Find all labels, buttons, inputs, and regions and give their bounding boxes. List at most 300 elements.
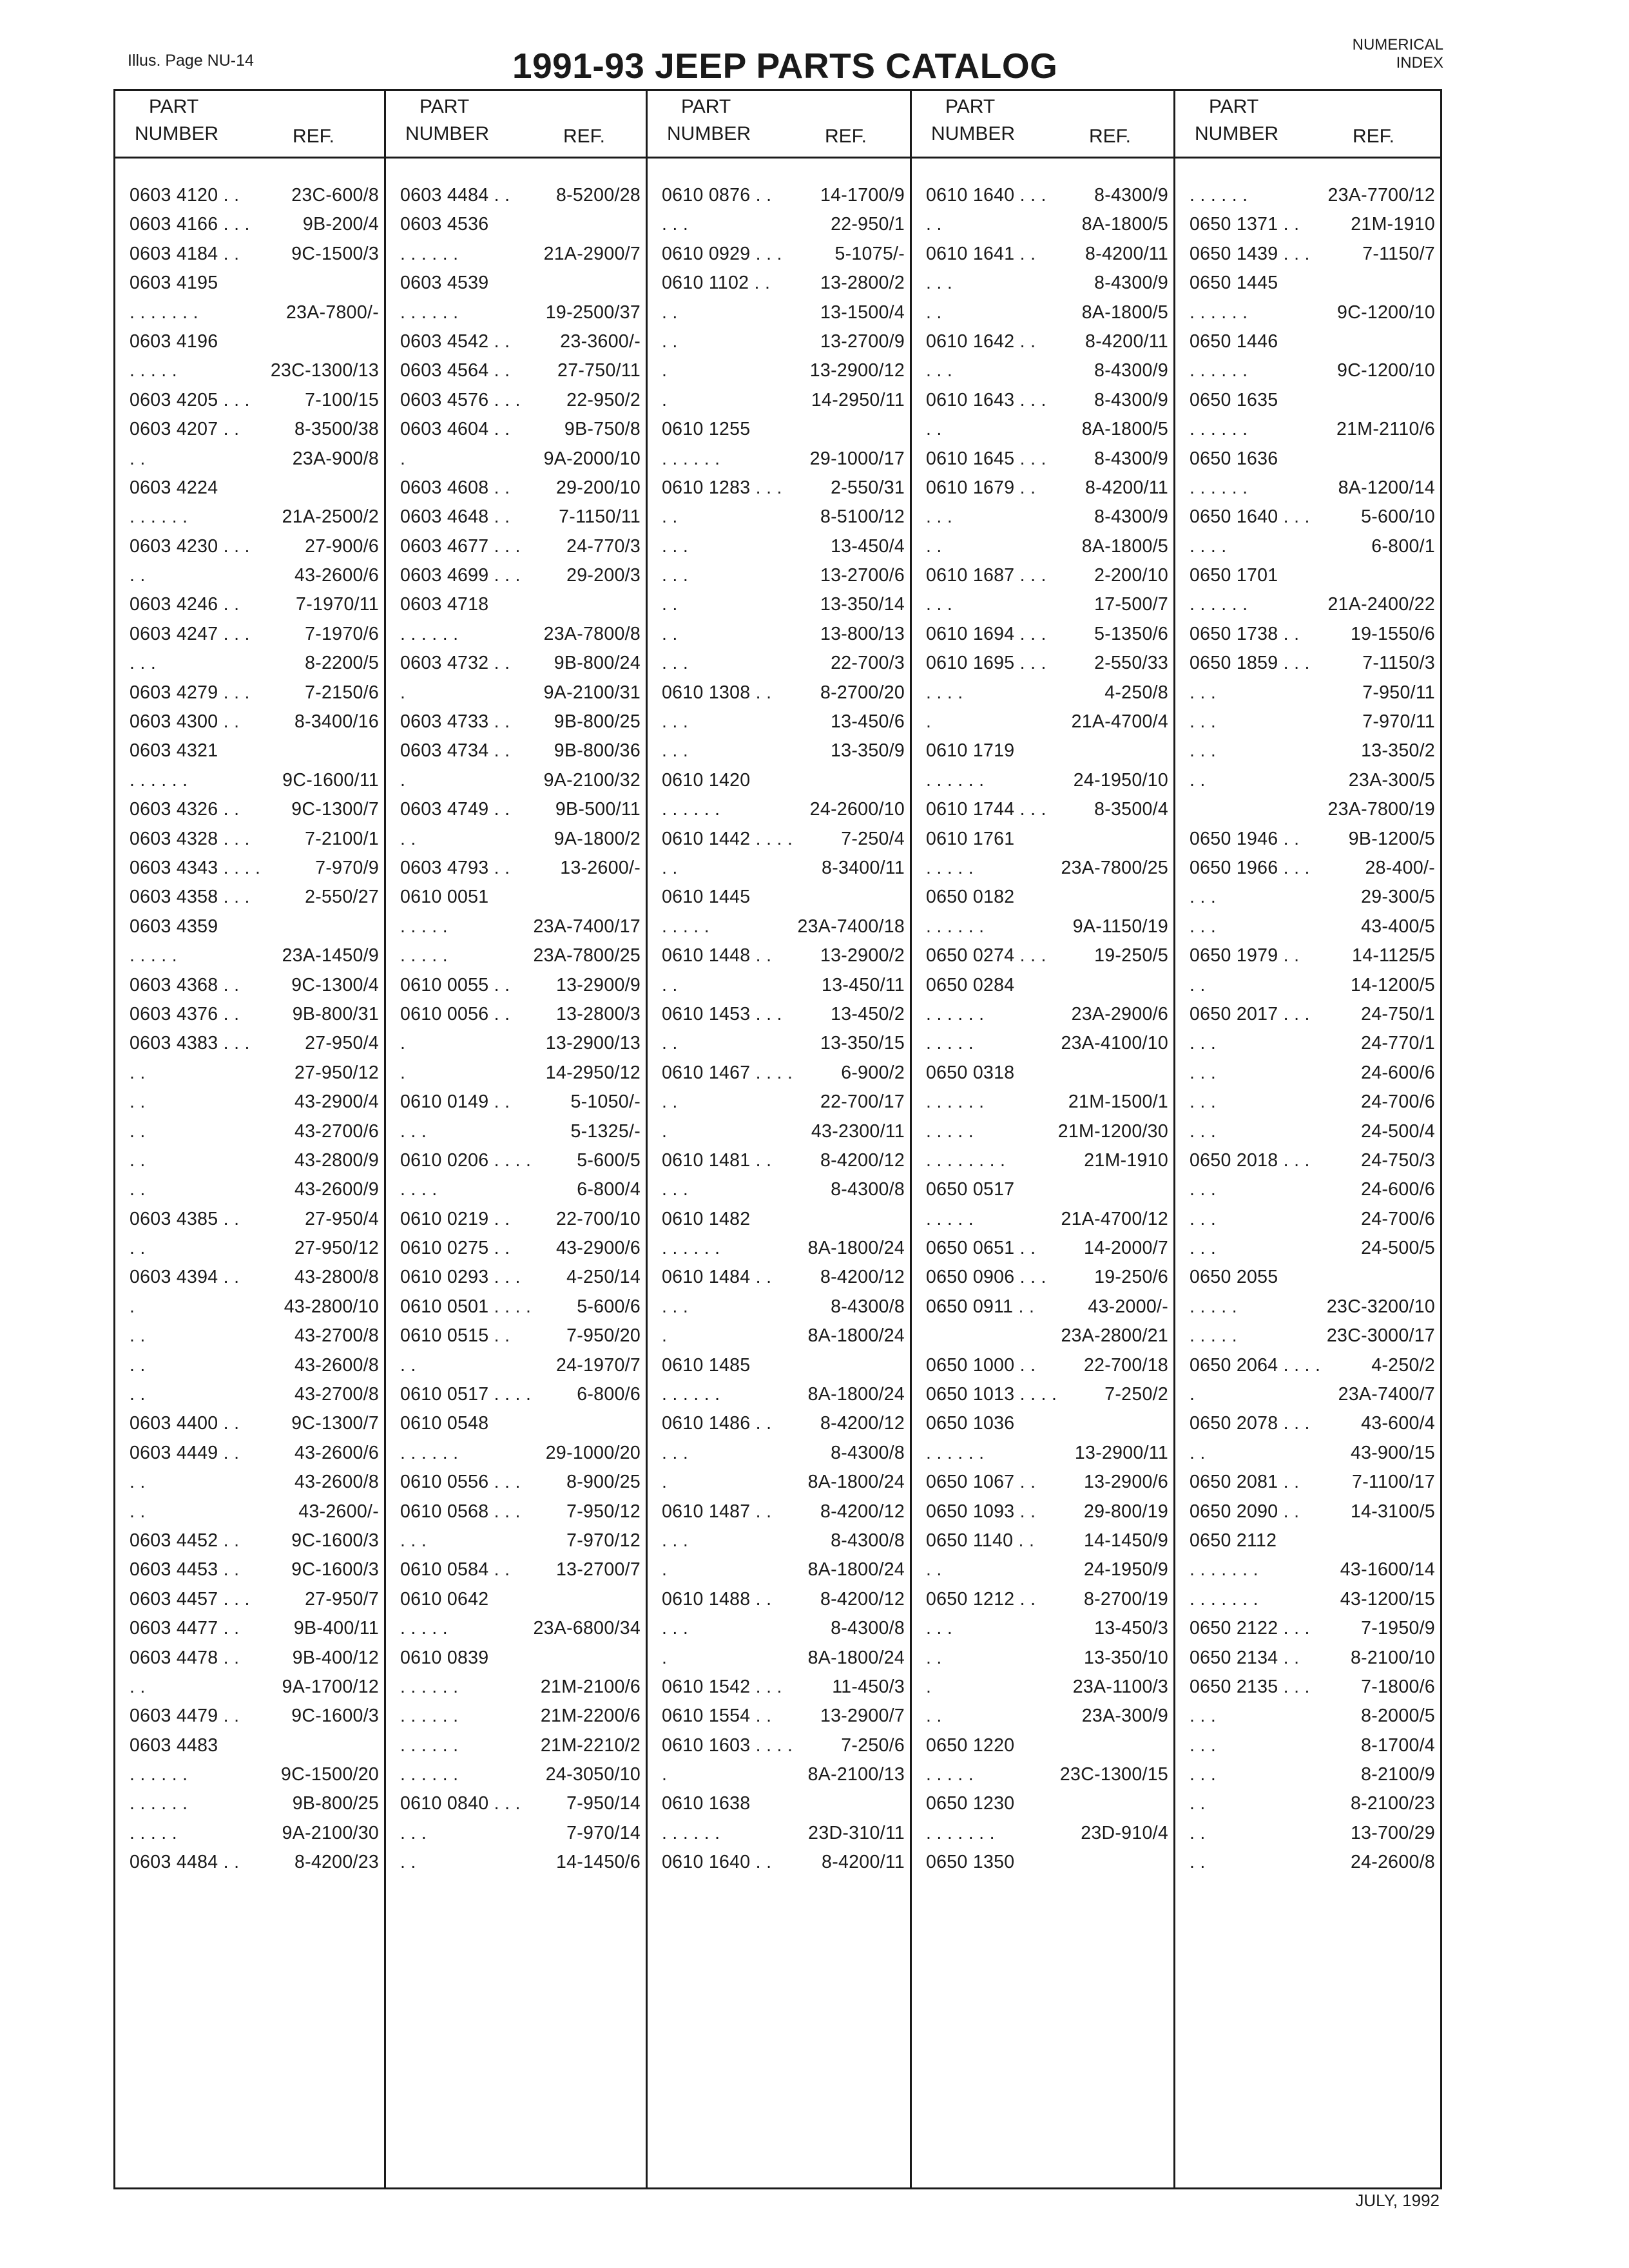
part-number: . . . . . . bbox=[662, 1238, 720, 1259]
reference: 13-2800/3 bbox=[555, 1003, 641, 1024]
part-number: . bbox=[926, 711, 932, 733]
reference: 23A-7800/25 bbox=[533, 945, 641, 966]
reference: 43-2800/10 bbox=[284, 1296, 379, 1317]
index-entry bbox=[648, 1789, 910, 1818]
index-entry bbox=[386, 590, 646, 619]
part-number: . . . bbox=[662, 1618, 689, 1639]
index-entry bbox=[648, 445, 910, 474]
index-entry bbox=[912, 1789, 1173, 1818]
reference: 22-700/3 bbox=[831, 653, 905, 674]
reference: 27-950/7 bbox=[305, 1588, 379, 1610]
entry-list bbox=[386, 181, 646, 1878]
index-entry bbox=[1175, 1760, 1440, 1789]
index-entry bbox=[1175, 1673, 1440, 1702]
reference: 8-4200/11 bbox=[1085, 331, 1168, 352]
reference: 22-700/18 bbox=[1083, 1354, 1168, 1376]
index-entry bbox=[1175, 240, 1440, 269]
reference: 13-2900/7 bbox=[820, 1706, 905, 1727]
reference: 24-770/1 bbox=[1361, 1033, 1435, 1054]
index-entry bbox=[648, 795, 910, 824]
index-entry bbox=[1175, 620, 1440, 649]
index-entry bbox=[912, 707, 1173, 736]
part-number: . . bbox=[926, 1647, 942, 1668]
part-number: 0603 4453 . . bbox=[130, 1559, 240, 1581]
reference: 9B-800/24 bbox=[554, 653, 641, 674]
part-number: 0610 1102 . . bbox=[662, 273, 771, 294]
index-entry bbox=[115, 1497, 384, 1526]
part-number: 0610 1467 . . . . bbox=[662, 1062, 793, 1083]
part-number: . . . bbox=[1190, 1091, 1217, 1113]
index-entry bbox=[912, 1673, 1173, 1702]
reference: 19-250/6 bbox=[1094, 1267, 1168, 1288]
reference: 8-4300/9 bbox=[1094, 185, 1168, 206]
reference: 23A-1100/3 bbox=[1072, 1676, 1168, 1697]
part-number: 0603 4328 . . . bbox=[130, 828, 250, 849]
index-entry bbox=[1175, 1029, 1440, 1058]
part-number: 0603 4326 . . bbox=[130, 799, 240, 820]
part-number: 0603 4230 . . . bbox=[130, 535, 250, 557]
reference: 8A-1800/24 bbox=[807, 1238, 905, 1259]
reference: 8-2700/20 bbox=[820, 682, 905, 703]
reference: 7-2100/1 bbox=[305, 828, 379, 849]
part-number: . . . bbox=[926, 273, 953, 294]
index-entry bbox=[386, 1644, 646, 1673]
part-number: . . . . bbox=[400, 1179, 438, 1200]
reference: 8-4200/23 bbox=[294, 1852, 379, 1873]
index-entry bbox=[115, 1526, 384, 1555]
part-number: 0650 2134 . . bbox=[1190, 1647, 1300, 1668]
index-entry bbox=[386, 210, 646, 239]
reference: 13-2900/13 bbox=[545, 1033, 641, 1054]
part-number: . . . . . . bbox=[400, 1706, 459, 1727]
reference: 8-900/25 bbox=[566, 1472, 641, 1493]
index-entry bbox=[912, 620, 1173, 649]
index-entry bbox=[648, 1673, 910, 1702]
reference: 9C-1600/3 bbox=[291, 1706, 379, 1727]
part-number: . . bbox=[926, 1706, 942, 1727]
part-number: 0603 4368 . . bbox=[130, 974, 240, 995]
index-entry bbox=[648, 269, 910, 298]
part-number: . . bbox=[130, 1120, 146, 1142]
part-number: . . bbox=[130, 1676, 146, 1697]
index-entry bbox=[115, 941, 384, 970]
part-number: . . bbox=[662, 594, 678, 615]
reference: 23A-7400/18 bbox=[797, 916, 905, 937]
index-entry bbox=[115, 1380, 384, 1409]
index-entry bbox=[912, 766, 1173, 795]
reference: 9B-800/31 bbox=[292, 1003, 379, 1024]
reference: 8-4300/8 bbox=[831, 1296, 905, 1317]
reference: 23A-900/8 bbox=[292, 448, 379, 469]
index-entry bbox=[912, 1059, 1173, 1088]
index-entry bbox=[648, 1117, 910, 1146]
reference: 9C-1300/7 bbox=[291, 1413, 379, 1434]
part-number: 0610 0517 . . . . bbox=[400, 1384, 532, 1405]
part-number: . . . bbox=[400, 1120, 427, 1142]
part-number: 0603 4478 . . bbox=[130, 1647, 240, 1668]
reference: 9B-1200/5 bbox=[1348, 828, 1435, 849]
part-number: . . . bbox=[1190, 916, 1217, 937]
index-entry bbox=[386, 532, 646, 561]
part-number: . . . bbox=[662, 565, 689, 586]
part-number: . bbox=[662, 1764, 668, 1785]
part-number: . . . bbox=[662, 653, 689, 674]
reference: 8A-1200/14 bbox=[1338, 477, 1435, 498]
part-number: 0610 1642 . . bbox=[926, 331, 1036, 352]
reference: 9C-1300/4 bbox=[291, 974, 379, 995]
column-header-number: NUMBER bbox=[405, 123, 490, 144]
part-number: 0650 1036 bbox=[926, 1413, 1015, 1434]
index-entry bbox=[386, 1117, 646, 1146]
index-entry bbox=[912, 269, 1173, 298]
section-label-line2: INDEX bbox=[1396, 54, 1443, 72]
reference: 23A-1450/9 bbox=[282, 945, 379, 966]
reference: 14-1700/9 bbox=[820, 185, 905, 206]
part-number: . bbox=[1190, 1384, 1195, 1405]
index-entry bbox=[386, 415, 646, 444]
index-entry bbox=[912, 386, 1173, 415]
reference: 14-1450/6 bbox=[555, 1852, 641, 1873]
reference: 8-4200/12 bbox=[820, 1413, 905, 1434]
part-number: 0603 4400 . . bbox=[130, 1413, 240, 1434]
part-number: 0650 0651 . . bbox=[926, 1238, 1036, 1259]
reference: 7-250/6 bbox=[841, 1735, 905, 1756]
illus-page-label: Illus. Page NU-14 bbox=[128, 52, 254, 70]
reference: 9A-2100/32 bbox=[543, 769, 641, 791]
part-number: 0610 1308 . . bbox=[662, 682, 772, 703]
reference: 24-500/5 bbox=[1361, 1238, 1435, 1259]
index-entry bbox=[648, 1585, 910, 1614]
index-entry bbox=[648, 854, 910, 883]
index-entry bbox=[648, 1526, 910, 1555]
reference: 8-4300/8 bbox=[831, 1530, 905, 1551]
index-entry bbox=[115, 298, 384, 327]
reference: 24-2600/8 bbox=[1350, 1852, 1435, 1873]
part-number: 0603 4648 . . bbox=[400, 506, 510, 528]
reference: 21A-4700/12 bbox=[1061, 1208, 1168, 1229]
index-entry bbox=[386, 1439, 646, 1468]
reference: 21M-2100/6 bbox=[540, 1676, 641, 1697]
part-number: . . . . . . bbox=[130, 1793, 188, 1814]
reference: 19-1550/6 bbox=[1350, 623, 1435, 644]
index-entry bbox=[912, 503, 1173, 532]
reference: 23D-310/11 bbox=[808, 1822, 905, 1843]
index-entry bbox=[1175, 386, 1440, 415]
index-entry bbox=[1175, 1205, 1440, 1234]
reference: 8-4300/9 bbox=[1094, 448, 1168, 469]
index-entry bbox=[115, 1789, 384, 1818]
reference: 8-5200/28 bbox=[555, 185, 641, 206]
reference: 2-200/10 bbox=[1094, 565, 1168, 586]
reference: 27-950/4 bbox=[305, 1208, 379, 1229]
part-number: 0610 1486 . . bbox=[662, 1413, 772, 1434]
index-entry bbox=[386, 386, 646, 415]
part-number: 0650 2122 . . . bbox=[1190, 1618, 1310, 1639]
index-entry bbox=[386, 1409, 646, 1438]
part-number: . . bbox=[130, 1238, 146, 1259]
part-number: . . bbox=[130, 1149, 146, 1171]
part-number: . . . bbox=[662, 214, 689, 235]
part-number: . . bbox=[1190, 974, 1206, 995]
part-number: . . . . . . bbox=[662, 448, 720, 469]
column-header bbox=[386, 91, 646, 159]
part-number: 0603 4536 bbox=[400, 214, 489, 235]
part-number: 0603 4184 . . bbox=[130, 243, 240, 264]
reference: 9B-200/4 bbox=[302, 214, 379, 235]
part-number: 0610 1744 . . . bbox=[926, 799, 1046, 820]
part-number: . . . . . . bbox=[1190, 477, 1248, 498]
reference: 9C-1600/3 bbox=[291, 1530, 379, 1551]
reference: 8-3400/16 bbox=[294, 711, 379, 733]
reference: 8-4300/9 bbox=[1094, 273, 1168, 294]
index-entry bbox=[386, 678, 646, 707]
reference: 9B-800/25 bbox=[554, 711, 641, 733]
part-number: . . . . . . bbox=[400, 1676, 459, 1697]
index-entry bbox=[386, 795, 646, 824]
index-entry bbox=[648, 1175, 910, 1204]
part-number: . . . . . . bbox=[400, 1764, 459, 1785]
index-entry bbox=[1175, 1234, 1440, 1263]
part-number: 0610 0568 . . . bbox=[400, 1501, 521, 1522]
part-number: . . . . . . bbox=[130, 1764, 188, 1785]
part-number: . . . . . . bbox=[1190, 185, 1248, 206]
part-number: 0610 1542 . . . bbox=[662, 1676, 782, 1697]
part-number: . . . bbox=[926, 594, 953, 615]
index-entry bbox=[648, 210, 910, 239]
reference: 23D-910/4 bbox=[1081, 1822, 1168, 1843]
index-entry bbox=[1175, 1789, 1440, 1818]
part-number: 0650 1212 . . bbox=[926, 1588, 1036, 1610]
column-header bbox=[648, 91, 910, 159]
part-number: 0610 1687 . . . bbox=[926, 565, 1046, 586]
part-number: 0610 0501 . . . . bbox=[400, 1296, 532, 1317]
reference: 21M-1910 bbox=[1084, 1149, 1168, 1171]
reference: 43-2700/8 bbox=[294, 1325, 379, 1347]
reference: 7-2150/6 bbox=[305, 682, 379, 703]
index-entry bbox=[912, 415, 1173, 444]
index-entry bbox=[386, 1848, 646, 1877]
index-entry bbox=[648, 736, 910, 765]
reference: 23A-7800/19 bbox=[1327, 799, 1435, 820]
index-entry bbox=[648, 678, 910, 707]
reference: 9C-1600/11 bbox=[282, 769, 379, 791]
index-entry bbox=[1175, 210, 1440, 239]
part-number: . . . . . bbox=[926, 1208, 974, 1229]
part-number: . . . . . bbox=[400, 945, 448, 966]
index-entry bbox=[1175, 1614, 1440, 1643]
section-label bbox=[1315, 36, 1443, 72]
part-number: . . bbox=[130, 1091, 146, 1113]
reference: 19-2500/37 bbox=[545, 302, 641, 323]
reference: 23A-7700/12 bbox=[1327, 185, 1435, 206]
part-number: 0610 1448 . . bbox=[662, 945, 772, 966]
index-entry bbox=[386, 941, 646, 970]
part-number: . . . bbox=[662, 1179, 689, 1200]
part-number: 0610 0929 . . . bbox=[662, 243, 782, 264]
part-number: . . . . . . bbox=[1190, 594, 1248, 615]
reference: 23A-7400/7 bbox=[1338, 1384, 1435, 1405]
part-number: 0603 4385 . . bbox=[130, 1208, 240, 1229]
part-number: 0650 0284 bbox=[926, 974, 1015, 995]
index-entry bbox=[386, 1000, 646, 1029]
part-number: . . . bbox=[400, 1530, 427, 1551]
index-entry bbox=[912, 1731, 1173, 1760]
entry-list bbox=[1175, 181, 1440, 1878]
index-entry bbox=[1175, 590, 1440, 619]
index-entry bbox=[1175, 971, 1440, 1000]
index-entry bbox=[115, 649, 384, 678]
reference: 8A-1800/24 bbox=[807, 1559, 905, 1581]
reference: 13-450/4 bbox=[831, 535, 905, 557]
reference: 29-1000/17 bbox=[809, 448, 905, 469]
part-number: . . bbox=[130, 1062, 146, 1083]
part-number: 0610 1484 . . bbox=[662, 1267, 772, 1288]
index-entry bbox=[912, 210, 1173, 239]
column-header-part: PART bbox=[1209, 96, 1259, 117]
index-entry bbox=[115, 1614, 384, 1643]
part-number: . bbox=[662, 1559, 668, 1581]
index-entry bbox=[115, 1175, 384, 1204]
part-number: 0603 4732 . . bbox=[400, 653, 510, 674]
index-entry bbox=[648, 766, 910, 795]
part-number: 0603 4457 . . . bbox=[130, 1588, 250, 1610]
index-entry bbox=[912, 1760, 1173, 1789]
reference: 23A-2900/6 bbox=[1071, 1003, 1168, 1024]
reference: 8-4300/9 bbox=[1094, 506, 1168, 528]
part-number: 0650 1371 . . bbox=[1190, 214, 1300, 235]
index-entry bbox=[386, 1614, 646, 1643]
part-number: 0603 4749 . . bbox=[400, 799, 510, 820]
index-entry bbox=[386, 1585, 646, 1614]
index-entry bbox=[386, 1819, 646, 1848]
part-number: 0603 4733 . . bbox=[400, 711, 510, 733]
index-column-4 bbox=[910, 91, 1173, 2187]
part-number: . . . . . . . . bbox=[926, 1149, 1006, 1171]
reference: 7-250/4 bbox=[841, 828, 905, 849]
index-entry bbox=[115, 474, 384, 503]
index-entry bbox=[386, 971, 646, 1000]
reference: 5-600/10 bbox=[1361, 506, 1435, 528]
index-entry bbox=[1175, 1175, 1440, 1204]
index-entry bbox=[115, 971, 384, 1000]
reference: 8-4200/11 bbox=[1085, 477, 1168, 498]
reference: 43-2900/4 bbox=[294, 1091, 379, 1113]
part-number: . . . bbox=[662, 1442, 689, 1463]
index-entry bbox=[648, 649, 910, 678]
index-entry bbox=[912, 1702, 1173, 1731]
reference: 43-2600/8 bbox=[294, 1472, 379, 1493]
reference: 13-350/10 bbox=[1083, 1647, 1168, 1668]
index-entry bbox=[1175, 736, 1440, 765]
reference: 13-2900/12 bbox=[809, 360, 905, 381]
reference: 8-3500/38 bbox=[294, 419, 379, 440]
part-number: 0650 2055 bbox=[1190, 1267, 1278, 1288]
index-entry bbox=[115, 1468, 384, 1497]
index-entry bbox=[386, 503, 646, 532]
index-entry bbox=[115, 883, 384, 912]
reference: 8-2000/5 bbox=[1361, 1706, 1435, 1727]
index-entry bbox=[1175, 474, 1440, 503]
reference: 29-800/19 bbox=[1083, 1501, 1168, 1522]
part-number: 0650 0911 . . bbox=[926, 1296, 1035, 1317]
part-number: 0610 1442 . . . . bbox=[662, 828, 793, 849]
part-number: 0610 0206 . . . . bbox=[400, 1149, 532, 1171]
reference: 7-100/15 bbox=[305, 389, 379, 410]
part-number: 0610 1695 . . . bbox=[926, 653, 1046, 674]
index-entry bbox=[386, 912, 646, 941]
index-entry bbox=[648, 1409, 910, 1438]
part-number: . . . . . . . bbox=[1190, 1559, 1258, 1581]
index-entry bbox=[1175, 1497, 1440, 1526]
part-number: 0603 4677 . . . bbox=[400, 535, 521, 557]
index-entry bbox=[912, 795, 1173, 824]
part-number: 0603 4484 . . bbox=[130, 1852, 240, 1873]
index-entry bbox=[1175, 1468, 1440, 1497]
index-entry bbox=[648, 503, 910, 532]
column-header-part: PART bbox=[945, 96, 996, 117]
part-number: . . bbox=[400, 828, 416, 849]
reference: 23A-7400/17 bbox=[533, 916, 641, 937]
reference: 8A-1800/24 bbox=[807, 1384, 905, 1405]
index-entry bbox=[115, 503, 384, 532]
index-entry bbox=[115, 1059, 384, 1088]
index-entry bbox=[1175, 1702, 1440, 1731]
reference: 8-4300/9 bbox=[1094, 389, 1168, 410]
index-entry bbox=[912, 678, 1173, 707]
part-number: 0610 1640 . . . bbox=[926, 185, 1046, 206]
reference: 9C-1200/10 bbox=[1337, 360, 1435, 381]
part-number: 0603 4205 . . . bbox=[130, 389, 250, 410]
reference: 23C-3200/10 bbox=[1326, 1296, 1435, 1317]
part-number: . . bbox=[1190, 1822, 1206, 1843]
index-entry bbox=[115, 1029, 384, 1058]
reference: 43-2800/9 bbox=[294, 1149, 379, 1171]
part-number: 0603 4358 . . . bbox=[130, 887, 250, 908]
part-number: 0610 1694 . . . bbox=[926, 623, 1046, 644]
reference: 13-350/9 bbox=[831, 740, 905, 762]
reference: 7-1150/3 bbox=[1362, 653, 1435, 674]
index-entry bbox=[386, 327, 646, 356]
index-entry bbox=[648, 1321, 910, 1350]
index-entry bbox=[1175, 503, 1440, 532]
reference: 22-700/17 bbox=[820, 1091, 905, 1113]
reference: 27-950/4 bbox=[305, 1033, 379, 1054]
index-entry bbox=[912, 1439, 1173, 1468]
index-entry bbox=[912, 912, 1173, 941]
index-entry bbox=[386, 1088, 646, 1117]
index-entry bbox=[115, 1117, 384, 1146]
index-entry bbox=[648, 912, 910, 941]
part-number: 0603 4196 bbox=[130, 331, 218, 352]
part-number: 0650 1013 . . . . bbox=[926, 1384, 1057, 1405]
part-number: . . . bbox=[662, 711, 689, 733]
reference: 43-2600/8 bbox=[294, 1354, 379, 1376]
reference: 8-4300/8 bbox=[831, 1179, 905, 1200]
part-number: . . . . . . bbox=[1190, 302, 1248, 323]
index-entry bbox=[912, 1555, 1173, 1584]
index-column-5 bbox=[1173, 91, 1440, 2187]
part-number: 0603 4207 . . bbox=[130, 419, 240, 440]
part-number: 0603 4477 . . bbox=[130, 1618, 240, 1639]
index-entry bbox=[1175, 356, 1440, 385]
reference: 24-3050/10 bbox=[545, 1764, 641, 1785]
index-entry bbox=[648, 1029, 910, 1058]
index-entry bbox=[912, 240, 1173, 269]
part-number: . . bbox=[926, 214, 942, 235]
reference: 8-2200/5 bbox=[305, 653, 379, 674]
part-number: . . . . . bbox=[926, 857, 974, 878]
index-entry bbox=[386, 1673, 646, 1702]
